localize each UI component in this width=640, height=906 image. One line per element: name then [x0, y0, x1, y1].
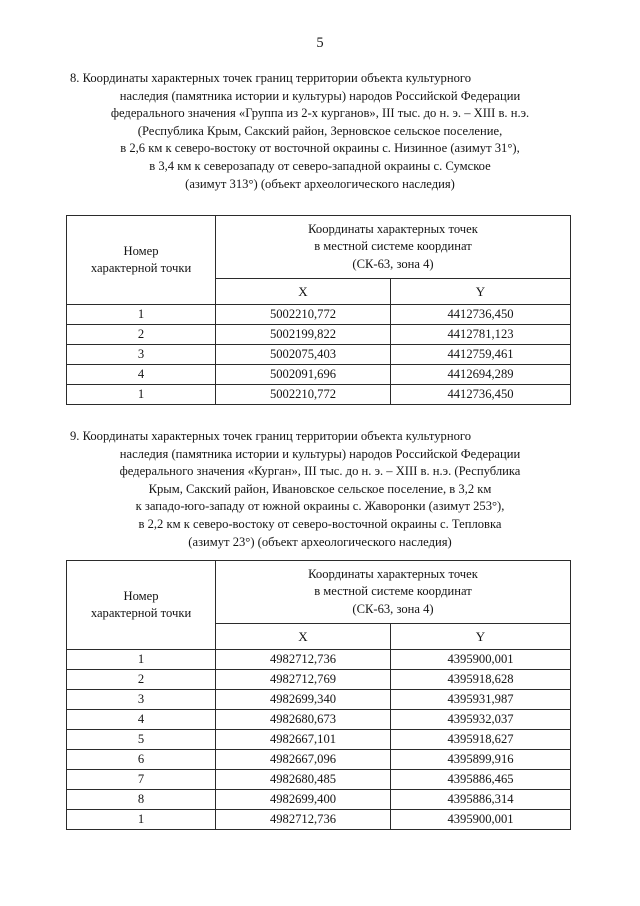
cell-point-number: 1: [67, 810, 216, 830]
header-line: (СК-63, зона 4): [352, 256, 434, 271]
header-line: характерной точки: [90, 261, 192, 275]
cell-y: 4395900,001: [391, 810, 571, 830]
cell-x: 5002091,696: [216, 365, 391, 385]
paragraph-line: федерального значения «Курган», III тыс. до н. э. – XIII в. н.э. (Республика: [119, 464, 521, 479]
header-line: в местной системе координат: [314, 584, 472, 599]
cell-y: 4395899,916: [391, 750, 571, 770]
cell-y: 4395918,628: [391, 670, 571, 690]
table-header-row: [67, 216, 571, 279]
header-coordinates-group: [216, 561, 571, 624]
cell-x: 5002210,772: [216, 305, 391, 325]
cell-point-number: 6: [67, 750, 216, 770]
cell-x: 5002210,772: [216, 385, 391, 405]
cell-point-number: 1: [67, 650, 216, 670]
cell-x: 4982712,736: [216, 650, 391, 670]
paragraph-line: в 2,6 км к северо-востоку от восточной окраины с. Низинное (азимут 31°),: [120, 141, 520, 156]
cell-y: 4412736,450: [391, 305, 571, 325]
header-line: Координаты характерных точек: [308, 221, 478, 236]
cell-x: 4982667,101: [216, 730, 391, 750]
cell-y: 4412759,461: [391, 345, 571, 365]
header-point-number: [67, 561, 216, 650]
table-row: [67, 810, 571, 830]
paragraph-line: 8. Координаты характерных точек границ территории объекта культурного: [70, 71, 472, 85]
cell-x: 4982680,673: [216, 710, 391, 730]
table-row: [67, 730, 571, 750]
cell-point-number: 4: [67, 365, 216, 385]
paragraph-section-8: [70, 70, 570, 193]
header-point-number: [67, 216, 216, 305]
cell-x: 4982699,340: [216, 690, 391, 710]
paragraph-line: 9. Координаты характерных точек границ территории объекта культурного: [70, 429, 472, 443]
paragraph-line: (Республика Крым, Сакский район, Зерновское сельское поселение,: [137, 123, 503, 138]
paragraph-line: в 2,2 км к северо-востоку от северо-восточной окраины с. Тепловка: [138, 516, 502, 531]
cell-y: 4395932,037: [391, 710, 571, 730]
paragraph-section-9: [70, 428, 570, 551]
cell-point-number: 4: [67, 710, 216, 730]
cell-point-number: 3: [67, 345, 216, 365]
paragraph-line: федерального значения «Группа из 2-х курганов», III тыс. до н. э. – XIII в. н.э.: [110, 106, 530, 121]
table-header-row: [67, 561, 571, 624]
header-line: (СК-63, зона 4): [352, 601, 434, 616]
header-line: Координаты характерных точек: [308, 566, 478, 581]
cell-point-number: 1: [67, 305, 216, 325]
paragraph-line: (азимут 313°) (объект археологического наследия): [185, 176, 455, 191]
header-x: X: [216, 624, 391, 650]
table-row: [67, 650, 571, 670]
cell-y: 4395931,987: [391, 690, 571, 710]
table-header: [67, 216, 571, 305]
table-row: [67, 670, 571, 690]
cell-y: 4412736,450: [391, 385, 571, 405]
header-y: Y: [391, 279, 571, 305]
cell-y: 4412694,289: [391, 365, 571, 385]
cell-y: 4395886,465: [391, 770, 571, 790]
header-line: Номер: [123, 243, 159, 258]
cell-y: 4412781,123: [391, 325, 571, 345]
cell-point-number: 2: [67, 670, 216, 690]
page-number: 5: [316, 35, 324, 51]
cell-point-number: 1: [67, 385, 216, 405]
table-row: [67, 690, 571, 710]
cell-point-number: 7: [67, 770, 216, 790]
paragraph-line: наследия (памятника истории и культуры) народов Российской Федерации: [119, 446, 521, 461]
table-row: [67, 790, 571, 810]
header-x: X: [216, 279, 391, 305]
cell-point-number: 8: [67, 790, 216, 810]
table-row: [67, 750, 571, 770]
header-y: Y: [391, 624, 571, 650]
table-header: [67, 561, 571, 650]
cell-x: 4982667,096: [216, 750, 391, 770]
paragraph-line: Крым, Сакский район, Ивановское сельское поселение, в 3,2 км: [148, 481, 492, 496]
cell-y: 4395900,001: [391, 650, 571, 670]
cell-point-number: 5: [67, 730, 216, 750]
table-row: [67, 305, 571, 325]
paragraph-line: к западо-юго-западу от южной окраины с. Жаворонки (азимут 253°),: [135, 499, 505, 514]
table-row: [67, 365, 571, 385]
paragraph-line: (азимут 23°) (объект археологического наследия): [188, 534, 452, 549]
paragraph-line: наследия (памятника истории и культуры) народов Российской Федерации: [119, 88, 521, 103]
table-row: [67, 385, 571, 405]
cell-x: 4982712,736: [216, 810, 391, 830]
cell-point-number: 2: [67, 325, 216, 345]
header-line: в местной системе координат: [314, 239, 472, 254]
cell-x: 4982699,400: [216, 790, 391, 810]
cell-x: 4982680,485: [216, 770, 391, 790]
table-row: [67, 710, 571, 730]
header-line: характерной точки: [90, 606, 192, 620]
cell-y: 4395886,314: [391, 790, 571, 810]
cell-x: 5002199,822: [216, 325, 391, 345]
paragraph-line: в 3,4 км к северозападу от северо-западной окраины с. Сумское: [149, 158, 491, 173]
cell-point-number: 3: [67, 690, 216, 710]
cell-y: 4395918,627: [391, 730, 571, 750]
table-body: [67, 305, 571, 405]
header-line: Номер: [123, 588, 159, 603]
coordinates-table-section-9: [66, 560, 571, 830]
table-row: [67, 325, 571, 345]
table-body: [67, 650, 571, 830]
table-row: [67, 770, 571, 790]
cell-x: 5002075,403: [216, 345, 391, 365]
table-row: [67, 345, 571, 365]
coordinates-table-section-8: [66, 215, 571, 405]
cell-x: 4982712,769: [216, 670, 391, 690]
header-coordinates-group: [216, 216, 571, 279]
